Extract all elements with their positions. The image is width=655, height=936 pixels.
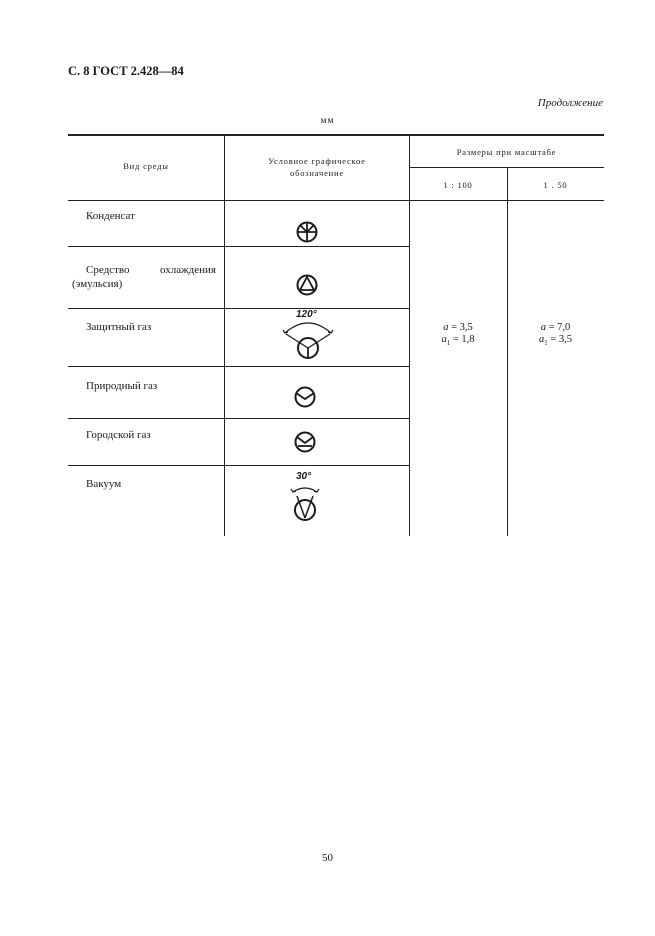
column-divider-3: [507, 167, 508, 536]
row-coolant-line-2: (эмульсия): [72, 278, 123, 290]
row-coolant-word-2: охлаждения: [159, 264, 216, 276]
circle-v-mark-icon: [293, 385, 317, 409]
unit-label: мм: [320, 116, 335, 126]
column-header-medium: Вид среды: [123, 161, 169, 171]
column-header-scale-50: 1 . 50: [543, 180, 568, 190]
page-header: С. 8 ГОСТ 2.428—84: [68, 64, 184, 78]
column-header-scale-100: 1 : 100: [443, 180, 473, 190]
angle-label-30: 30°: [296, 471, 312, 482]
row-coolant-word-1: Средство: [86, 264, 130, 276]
dims-scale-100: a = 3,5 $a_1 = 1,8$: [441, 322, 475, 348]
table-top-border: [68, 134, 604, 136]
header-bottom-border: [68, 200, 604, 201]
circle-x-mark-icon: [295, 220, 319, 244]
column-header-symbol: Условное графическое обозначение: [268, 156, 366, 178]
row-city-gas-name: Городской газ: [86, 429, 151, 441]
circle-triangle-icon: [295, 273, 319, 297]
row-divider-3: [68, 366, 409, 367]
page-number: 50: [322, 852, 333, 864]
row-divider-1: [68, 246, 409, 247]
column-divider-1: [224, 135, 225, 536]
row-divider-4: [68, 418, 409, 419]
circle-v-bar-icon: [293, 430, 317, 454]
angle-label-120: 120°: [296, 309, 317, 320]
row-vacuum-name: Вакуум: [86, 478, 122, 490]
row-natural-gas-name: Природный газ: [86, 380, 158, 392]
row-protective-gas-name: Защитный газ: [86, 321, 152, 333]
row-condensate-name: Конденсат: [86, 210, 135, 222]
row-divider-5: [68, 465, 409, 466]
row-divider-2: [68, 308, 409, 309]
continuation-label: Продолжение: [537, 97, 603, 109]
row-coolant-name: [72, 263, 216, 291]
dims-scale-50: a = 7,0 $a_1 = 3,5$: [538, 322, 573, 348]
column-header-sizes: Размеры при масштабе: [456, 147, 557, 157]
